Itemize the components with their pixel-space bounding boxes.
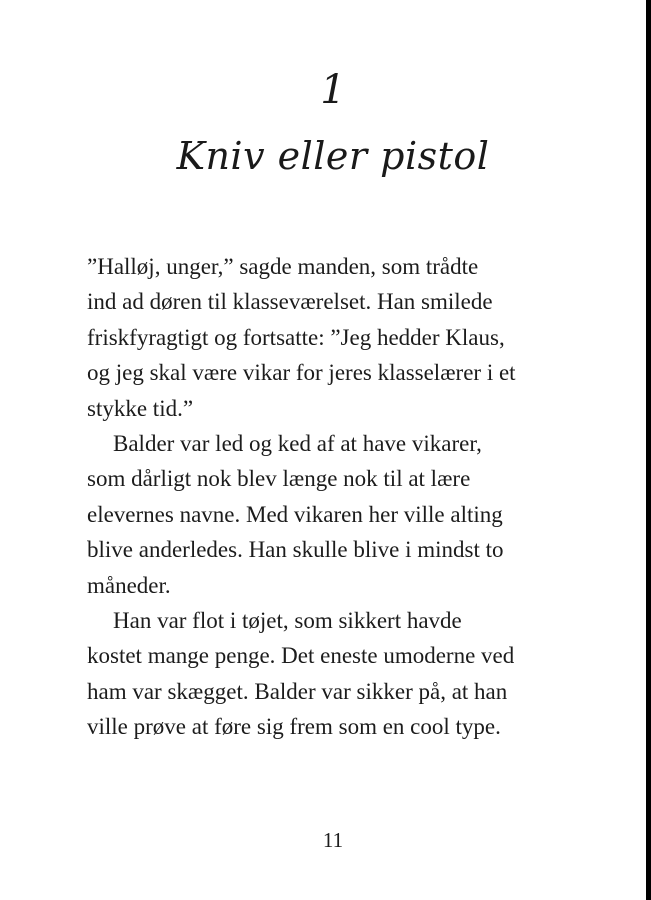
chapter-body bbox=[87, 249, 587, 745]
text-line: Balder var led og ked af at have vikarer, bbox=[113, 431, 482, 457]
text-line: elevernes navne. Med vikaren her ville alting bbox=[87, 501, 503, 527]
text-line: som dårligt nok blev længe nok til at lære bbox=[87, 466, 471, 492]
paragraph bbox=[87, 426, 587, 603]
text-line: ham var skægget. Balder var sikker på, at han bbox=[87, 678, 508, 704]
text-line: friskfyragtigt og fortsatte: ”Jeg hedder Klaus, bbox=[87, 324, 505, 350]
page-edge-border bbox=[646, 0, 651, 900]
text-line: blive anderledes. Han skulle blive i mindst to bbox=[87, 537, 504, 563]
chapter-number: 1 bbox=[320, 67, 346, 113]
text-line: og jeg skal være vikar for jeres klasselærer i et bbox=[87, 360, 516, 386]
chapter-title: Kniv eller pistol bbox=[176, 134, 490, 178]
text-line: måneder. bbox=[87, 572, 171, 598]
text-line: kostet mange penge. Det eneste umoderne ved bbox=[87, 643, 515, 669]
text-line: Han var flot i tøjet, som sikkert havde bbox=[113, 608, 462, 634]
text-line: ”Halløj, unger,” sagde manden, som trådte bbox=[87, 254, 479, 279]
page-number: 11 bbox=[322, 828, 344, 852]
paragraph bbox=[87, 603, 587, 745]
text-line: ville prøve at føre sig frem som en cool type. bbox=[87, 714, 501, 740]
text-line: stykke tid.” bbox=[87, 395, 194, 421]
paragraph bbox=[87, 249, 587, 426]
text-line: ind ad døren til klasseværelset. Han smilede bbox=[87, 289, 493, 315]
